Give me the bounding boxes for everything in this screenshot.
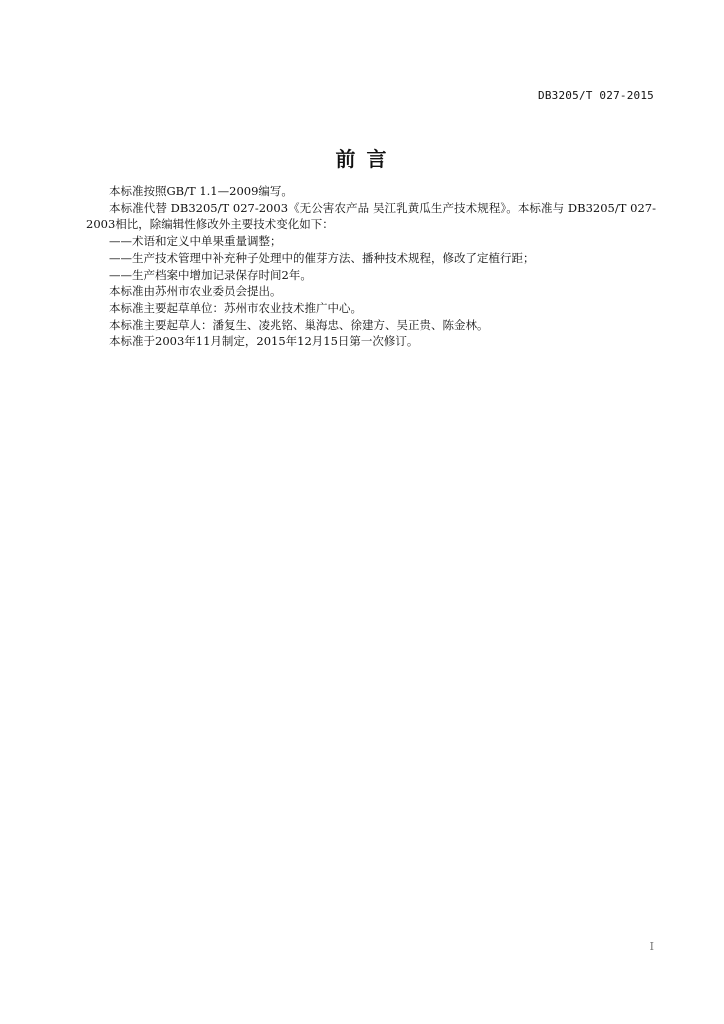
document-id: DB3205/T 027-2015	[538, 89, 654, 102]
change-item-records: ——生产档案中增加记录保存时间2年。	[109, 267, 312, 282]
paragraph-drafting-unit: 本标准主要起草单位：苏州市农业技术推广中心。	[109, 300, 362, 315]
paragraph-replacement: 本标准代替 DB3205/T 027-2003《无公害农产品 吴江乳黄瓜生产技术规程》。本标准与 DB3205/T 027-2003相比，除编辑性修改外主要技术变化如下：	[86, 200, 656, 232]
change-item-technique: ——生产技术管理中补充种子处理中的催芽方法、播种技术规程，修改了定植行距；	[109, 250, 535, 265]
change-item-terms: ——术语和定义中单果重量调整；	[109, 234, 282, 249]
paragraph-history: 本标准于2003年11月制定，2015年12月15日第一次修订。	[109, 334, 419, 349]
page-number: I	[649, 940, 654, 953]
page-title: 前 言	[335, 147, 389, 171]
paragraph-drafters: 本标准主要起草人：潘复生、凌兆铭、巢海忠、徐建方、吴正贵、陈金林。	[109, 317, 489, 332]
paragraph-drafting-rule: 本标准按照GB/T 1.1—2009编写。	[109, 184, 293, 198]
paragraph-proposer: 本标准由苏州市农业委员会提出。	[109, 284, 282, 299]
foreword-body	[86, 183, 656, 350]
